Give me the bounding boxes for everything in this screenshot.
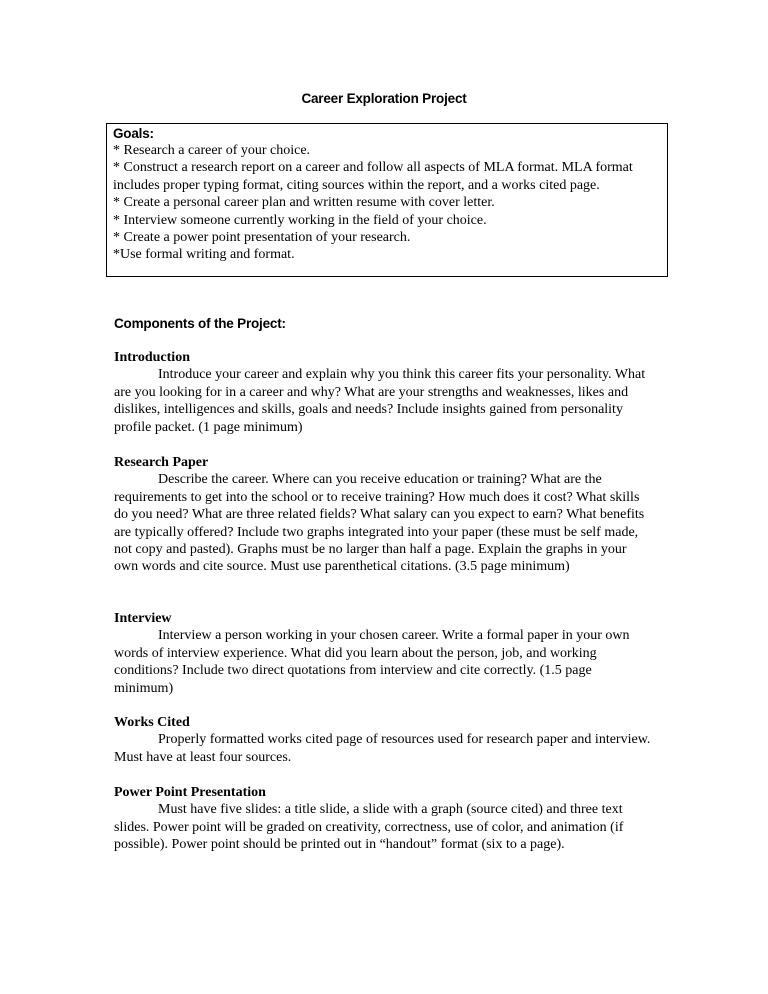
goal-item: * Create a power point presentation of your research. [113, 230, 411, 246]
goal-item: *Use formal writing and format. [113, 247, 295, 263]
section-heading: Works Cited [114, 715, 190, 730]
section-interview [114, 610, 654, 697]
components-heading: Components of the Project: [114, 316, 286, 331]
goals-heading: Goals: [113, 126, 154, 141]
document-title: Career Exploration Project [301, 91, 467, 106]
section-body: Interview a person working in your chosen career. Write a formal paper in your own words of interview experience. What did you learn about the person, job, and working conditions? Include two direct quotations from interview and cite correctly. (1.5 page minimum) [114, 628, 630, 696]
goal-item: * Construct a research report on a career and follow all aspects of MLA format. MLA format includes proper typing format, citing sources within the report, and a works cited page. [113, 160, 633, 193]
section-heading: Research Paper [114, 455, 209, 470]
goal-item: * Create a personal career plan and written resume with cover letter. [113, 195, 495, 211]
section-body: Describe the career. Where can you receive education or training? What are the requirements to get into the school or to receive training? How much does it cost? What skills do you need? What are three related fields? What salary can you expect to earn? What benefits are typically offered? Include two graphs integrated into your paper (these must be self made, not copy and pasted). Graphs must be no larger than half a page. Explain the graphs in your own words and cite source. Must use parenthetical citations. (3.5 page minimum) [114, 472, 645, 575]
section-research-paper [114, 454, 654, 576]
section-works-cited [114, 714, 654, 766]
section-power-point-presentation [114, 784, 654, 854]
section-body: Must have five slides: a title slide, a slide with a graph (source cited) and three text slides. Power point will be graded on creativity, correctness, use of color, and animation (if possible). Power point should be printed out in “handout” format (six to a page). [114, 802, 624, 853]
goal-item: * Interview someone currently working in the field of your choice. [113, 212, 487, 228]
goal-item: * Research a career of your choice. [113, 143, 311, 158]
section-heading: Power Point Presentation [114, 785, 266, 800]
section-introduction [114, 349, 654, 436]
section-heading: Interview [114, 611, 172, 626]
goals-box [106, 123, 668, 277]
section-body: Properly formatted works cited page of resources used for research paper and interview. Must have at least four sources. [114, 732, 651, 765]
section-heading: Introduction [114, 350, 190, 365]
section-body: Introduce your career and explain why you think this career fits your personality. What are you looking for in a career and why? What are your strengths and weaknesses, likes and dislikes, intelligences and skills, goals and needs? Include insights gained from personality profile packet. (1 page minimum) [114, 367, 646, 435]
